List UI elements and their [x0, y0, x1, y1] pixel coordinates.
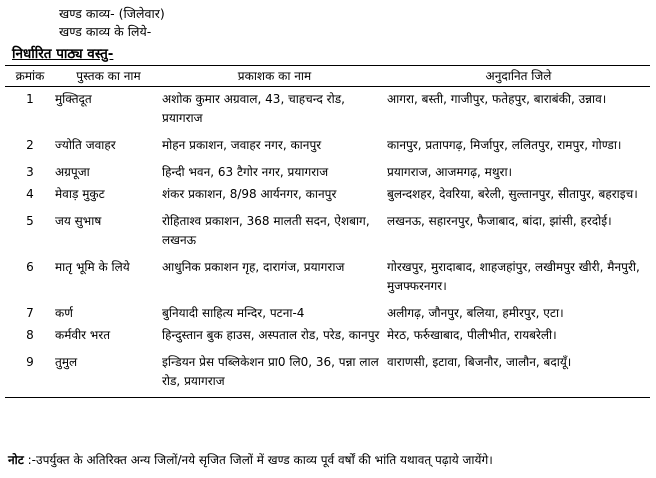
- cell-serial: 5: [26, 214, 34, 228]
- intro-line-1: खण्ड काव्य- (जिलेवार): [59, 6, 165, 21]
- cell-serial: 1: [26, 92, 34, 106]
- cell-serial: 6: [26, 260, 34, 274]
- cell-publisher: हिन्दी भवन, 63 टैगोर नगर, प्रयागराज: [162, 165, 329, 179]
- cell-districts: मेरठ, फर्रुखाबाद, पीलीभीत, रायबरेली।: [387, 328, 557, 342]
- table-row: [5, 128, 650, 155]
- cell-districts: प्रयागराज, आजमगढ़, मथुरा।: [387, 165, 513, 179]
- intro-line-2: खण्ड काव्य के लिये-: [59, 24, 152, 39]
- table-row: [5, 155, 650, 182]
- cell-districts: वाराणसी, इटावा, बिजनौर, जालौन, बदायूँ।: [387, 345, 650, 398]
- cell-book: मेवाड़ मुकुट: [55, 187, 105, 201]
- cell-book: तुमुल: [55, 345, 162, 398]
- cell-serial: 3: [26, 165, 34, 179]
- cell-districts: बुलन्दशहर, देवरिया, बरेली, सुल्तानपुर, सीतापुर, बहराइच।: [387, 187, 638, 201]
- syllabus-table: [5, 65, 650, 398]
- cell-publisher: हिन्दुस्तान बुक हाउस, अस्पताल रोड, परेड, कानपुर: [162, 328, 380, 342]
- cell-publisher: अशोक कुमार अग्रवाल, 43, चाहचन्द रोड, प्रयागराज: [162, 92, 345, 125]
- cell-serial: 9: [5, 345, 55, 398]
- cell-publisher: मोहन प्रकाशन, जवाहर नगर, कानपुर: [162, 138, 322, 152]
- table-header-row: [5, 66, 650, 87]
- cell-book: अग्रपूजा: [55, 165, 90, 179]
- cell-districts: गोरखपुर, मुरादाबाद, शाहजहांपुर, लखीमपुर खीरी, मैनपुरी, मुजफ्फरनगर।: [387, 260, 640, 293]
- cell-serial: 8: [26, 328, 34, 342]
- cell-serial: 2: [26, 138, 34, 152]
- header-publisher: प्रकाशक का नाम: [162, 66, 387, 87]
- table-row: [5, 345, 650, 398]
- table-row: [5, 87, 650, 129]
- cell-serial: 7: [26, 306, 34, 320]
- cell-publisher: बुनियादी साहित्य मन्दिर, पटना-4: [162, 306, 305, 320]
- cell-book: ज्योति जवाहर: [55, 138, 116, 152]
- section-heading: निर्धारित पाठ्य वस्तु-: [12, 46, 114, 62]
- cell-book: जय सुभाष: [55, 214, 102, 228]
- cell-districts: आगरा, बस्ती, गाजीपुर, फतेहपुर, बाराबंकी, उन्नाव।: [387, 92, 607, 106]
- footnote: [8, 453, 493, 467]
- cell-districts: लखनऊ, सहारनपुर, फैजाबाद, बांदा, झांसी, हरदोई।: [387, 214, 612, 228]
- cell-book: मातृ भूमि के लिये: [55, 260, 130, 274]
- table-row: [5, 204, 650, 250]
- note-text: :-उपर्युक्त के अतिरिक्त अन्य जिलों/नये सृजित जिलों में खण्ड काव्य पूर्व वर्षों की भांति यथावत् पढ़ाये जायेंगे।: [23, 453, 493, 467]
- cell-publisher: आधुनिक प्रकाशन गृह, दारागंज, प्रयागराज: [162, 260, 345, 274]
- table-row: [5, 323, 650, 345]
- cell-districts: अलीगढ़, जौनपुर, बलिया, हमीरपुर, एटा।: [387, 306, 564, 320]
- cell-publisher: रोहिताश्व प्रकाशन, 368 मालती सदन, ऐशबाग, लखनऊ: [162, 214, 370, 247]
- table-row: [5, 296, 650, 323]
- cell-publisher: इन्डियन प्रेस पब्लिकेशन प्रा0 लि0, 36, पन्ना लाल रोड, प्रयागराज: [162, 345, 387, 398]
- note-label: नोट: [8, 453, 24, 467]
- cell-serial: 4: [26, 187, 34, 201]
- cell-book: कर्मवीर भरत: [55, 328, 111, 342]
- header-districts: अनुदानित जिले: [387, 66, 650, 87]
- table-row: [5, 250, 650, 296]
- cell-districts: कानपुर, प्रतापगढ़, मिर्जापुर, ललितपुर, रामपुर, गोण्डा।: [387, 138, 622, 152]
- header-serial: क्रमांक: [5, 66, 55, 87]
- cell-book: मुक्तिदूत: [55, 92, 92, 106]
- cell-book: कर्ण: [55, 306, 73, 320]
- table-row: [5, 182, 650, 204]
- header-book: पुस्तक का नाम: [55, 66, 162, 87]
- cell-publisher: शंकर प्रकाशन, 8/98 आर्यनगर, कानपुर: [162, 187, 337, 201]
